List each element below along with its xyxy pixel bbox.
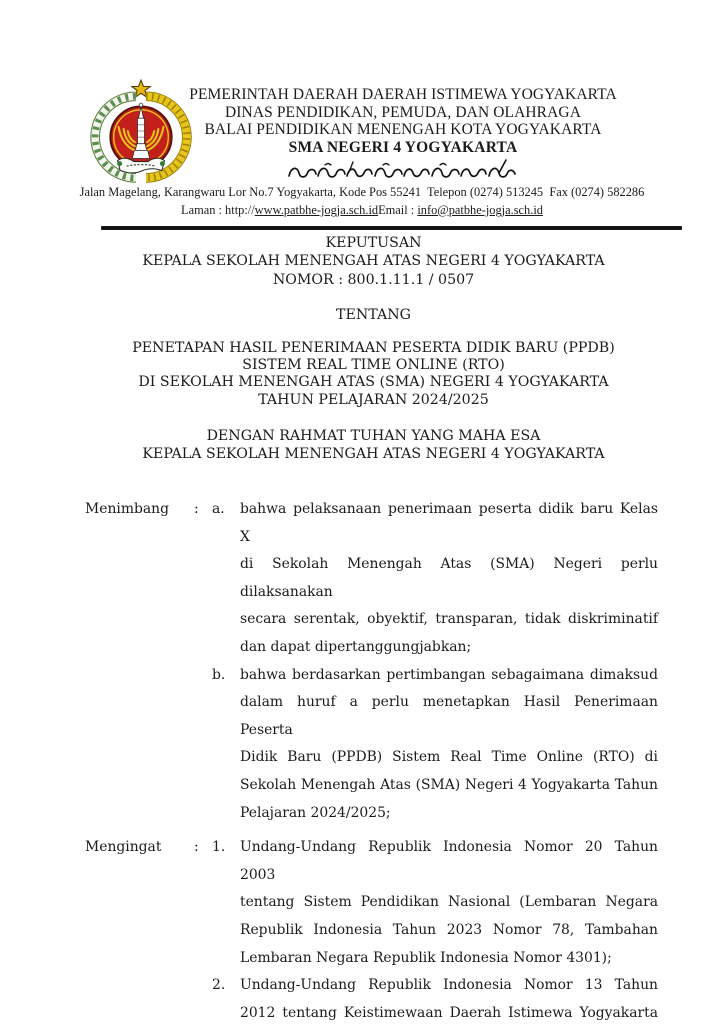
invocation-line: DENGAN RAHMAT TUHAN YANG MAHA ESA (206, 428, 541, 445)
contact-line (52, 202, 672, 220)
item-text-line: secara serentak, obyektif, transparan, tidak diskriminatif (240, 611, 658, 628)
item-text-line: dalam huruf a perlu menetapkan Hasil Penerimaan Peserta (240, 694, 658, 738)
tentang-heading: TENTANG (336, 307, 411, 324)
yogyakarta-coat-of-arms-logo (88, 79, 194, 185)
item-marker: a. (212, 501, 225, 517)
decree-heading-keputusan: KEPUTUSAN (325, 235, 422, 251)
item-text (240, 834, 658, 972)
item-marker: b. (212, 666, 226, 683)
school-name: SMA NEGERI 4 YOGYAKARTA (288, 138, 518, 156)
menimbang-section (85, 496, 662, 827)
invocation-line: KEPALA SEKOLAH MENENGAH ATAS NEGERI 4 YOGYAKARTA (142, 445, 605, 462)
menimbang-items (212, 496, 662, 827)
item-text (240, 972, 658, 1027)
decree-title-block (85, 234, 662, 463)
mengingat-section (85, 834, 662, 1027)
website-link[interactable]: www.patbhe-jogja.sch.id (254, 202, 379, 217)
item-text-line: Didik Baru (PPDB) Sistem Real Time Online (RTO) di (240, 749, 658, 766)
letterhead-address (52, 184, 672, 219)
item-text-line: Undang-Undang Republik Indonesia Nomor 13 Tahun (240, 977, 658, 994)
website-label: Laman : http:// (181, 202, 255, 217)
item-text-line: di Sekolah Menengah Atas (SMA) Negeri perlu dilaksanakan (240, 556, 658, 600)
invocation-block (85, 428, 662, 463)
email-label: Email : (378, 202, 418, 217)
coat-of-arms-graphic (88, 79, 194, 185)
subject-line: DI SEKOLAH MENENGAH ATAS (SMA) NEGERI 4 YOGYAKARTA (138, 374, 609, 391)
letterhead-divider (101, 226, 682, 230)
consideration-item-a (212, 496, 662, 662)
decree-body (85, 496, 662, 1027)
legal-basis-item-2 (212, 972, 662, 1027)
decree-heading-kepala: KEPALA SEKOLAH MENENGAH ATAS NEGERI 4 YOGYAKARTA (142, 253, 605, 270)
subject-line: PENETAPAN HASIL PENERIMAAN PESERTA DIDIK BARU (PPDB) (132, 339, 615, 356)
javanese-script-glyphs (285, 158, 521, 186)
item-marker: 1. (212, 839, 226, 856)
mengingat-items (212, 834, 662, 1027)
department-line: DINAS PENDIDIKAN, PEMUDA, DAN OLAHRAGA (225, 103, 581, 121)
legal-basis-item-1 (212, 834, 662, 972)
item-text-line: 2012 tentang Keistimewaan Daerah Istimewa Yogyakarta (240, 1004, 658, 1021)
section-label-mengingat: Mengingat (85, 839, 162, 856)
subject-line: SISTEM REAL TIME ONLINE (RTO) (242, 357, 505, 374)
item-text (240, 496, 658, 662)
section-colon: : (194, 839, 199, 856)
item-text-line: dan dapat dipertanggungjabkan; (240, 638, 472, 655)
item-text (240, 662, 658, 828)
subject-line: TAHUN PELAJARAN 2024/2025 (258, 391, 489, 408)
decree-number: NOMOR : 800.1.11.1 / 0507 (272, 271, 475, 288)
item-text-line: Undang-Undang Republik Indonesia Nomor 20 Tahun 2003 (240, 839, 658, 883)
item-text-line: Republik Indonesia Tahun 2023 Nomor 78, Tambahan (240, 921, 658, 938)
section-colon: : (194, 501, 199, 517)
section-label-menimbang: Menimbang (85, 501, 170, 517)
item-text-line: Sekolah Menengah Atas (SMA) Negeri 4 Yogyakarta Tahun (240, 776, 658, 793)
item-text-line: tentang Sistem Pendidikan Nasional (Lembaran Negara (240, 894, 658, 911)
javanese-script-line (181, 158, 625, 186)
address-line: Jalan Magelang, Karangwaru Lor No.7 Yogyakarta, Kode Pos 55241 Telepon (0274) 513245 Fax (0274) 582286 (79, 185, 645, 199)
office-line: BALAI PENDIDIKAN MENENGAH KOTA YOGYAKARTA (204, 121, 602, 139)
consideration-item-b (212, 662, 662, 828)
item-text-line: Pelajaran 2024/2025; (240, 804, 391, 821)
item-marker: 2. (212, 977, 226, 994)
letterhead-text (181, 86, 625, 186)
item-text-line: bahwa berdasarkan pertimbangan sebagaimana dimaksud (240, 666, 658, 683)
item-text-line: bahwa pelaksanaan penerimaan peserta didik baru Kelas X (240, 501, 658, 545)
item-text-line: Lembaran Negara Republik Indonesia Nomor 4301); (240, 949, 612, 966)
government-line: PEMERINTAH DAERAH DAERAH ISTIMEWA YOGYAKARTA (189, 86, 617, 103)
email-link[interactable]: info@patbhe-jogja.sch.id (417, 202, 543, 217)
decree-subject (85, 340, 662, 410)
